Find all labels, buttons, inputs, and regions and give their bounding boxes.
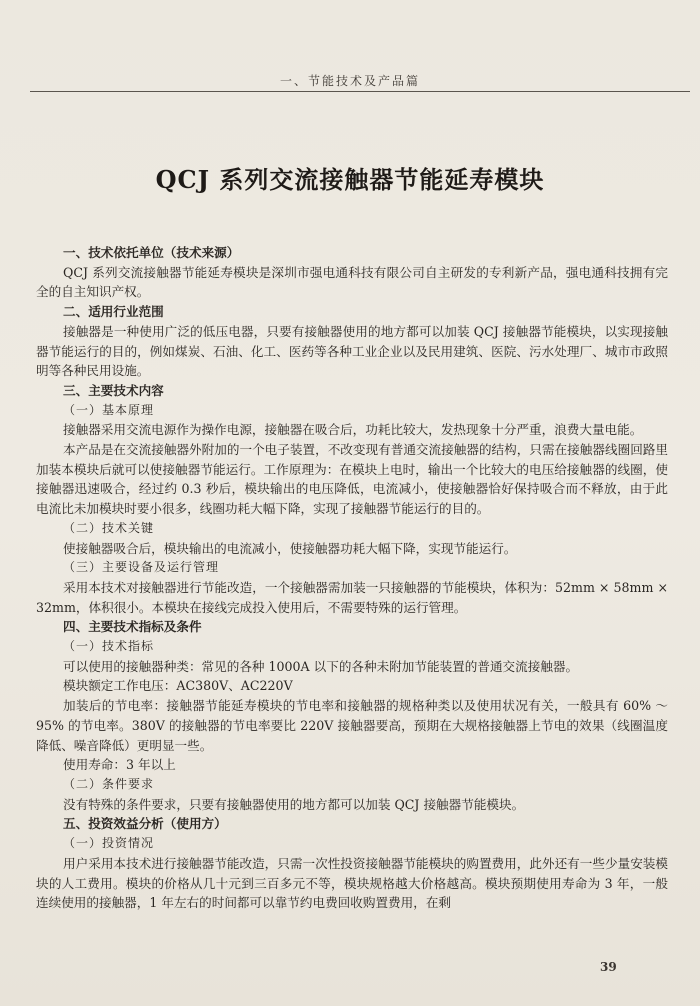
running-head: 一、节能技术及产品篇 [279, 74, 420, 88]
subsection-heading: （二）条件要求 [63, 776, 155, 791]
section-heading-2: 二、适用行业范围 [63, 304, 164, 320]
page-number: 39 [600, 960, 617, 974]
header-rule [30, 91, 690, 92]
paragraph: 模块额定工作电压：AC380V、AC220V [63, 678, 293, 694]
section-heading-3: 三、主要技术内容 [63, 382, 164, 398]
paragraph: 使接触器吸合后，模块输出的电流减小，使接触器功耗大幅下降，实现节能运行。 [63, 540, 517, 556]
paragraph: 本产品是在交流接触器外附加的一个电子装置，不改变现有普通交流接触器的结构，只需在接触器线圈回路里加装本模块后就可以使接触器节能运行。工作原理为：在模块上电时，输出一个比较大的电压给接触器的线圈，使接触器迅速吸合，经过约 0.3 秒后，模块输出的电压降低，电流减小，使接触器恰好保持吸合而不释放，由于此电流比未加模块时要小很多，线圈功耗大幅下降，实现了接触器节能运行的目的。 [36, 442, 668, 517]
subsection-heading: （三）主要设备及运行管理 [63, 560, 220, 575]
paragraph: 使用寿命：3 年以上 [63, 757, 176, 773]
paragraph: 没有特殊的条件要求，只要有接触器使用的地方都可以加装 QCJ 接触器节能模块。 [63, 796, 525, 812]
paragraph: 可以使用的接触器种类：常见的各种 1000A 以下的各种未附加节能装置的普通交流接触器。 [63, 658, 579, 674]
page-title: QCJ 系列交流接触器节能延寿模块 [155, 165, 545, 194]
subsection-heading: （二）技术关键 [63, 520, 155, 535]
section-heading-4: 四、主要技术指标及条件 [63, 619, 202, 635]
subsection-heading: （一）投资情况 [63, 836, 155, 851]
section-heading-1: 一、技术依托单位（技术来源） [63, 245, 240, 260]
subsection-heading: （一）技术指标 [63, 639, 155, 654]
paragraph: 用户采用本技术进行接触器节能改造，只需一次性投资接触器节能模块的购置费用，此外还有一些少量安装模块的人工费用。模块的价格从几十元到三百多元不等，模块规格越大价格越高。模块预期使用寿命为 3 年，一般连续使用的接触器，1 年左右的时间都可以靠节约电费回收购置费用，在剩 [36, 855, 668, 911]
subsection-heading: （一）基本原理 [63, 402, 155, 417]
paragraph: 接触器是一种使用广泛的低压电器，只要有接触器使用的地方都可以加装 QCJ 接触器节能模块，以实现接触器节能运行的目的，例如煤炭、石油、化工、医药等各种工业企业以及民用建筑、医院、污水处理厂、城市市政照明等各种民用设施。 [36, 323, 668, 379]
section-heading-5: 五、投资效益分析（使用方） [63, 816, 227, 832]
paragraph: 加装后的节电率：接触器节能延寿模块的节电率和接触器的规格种类以及使用状况有关，一般具有 60% ～95% 的节电率。380V 的接触器的节电率要比 220V 接触器要高，预期在大规格接触器上节电的效果（线圈温度降低、噪音降低）更明显一些。 [36, 698, 668, 753]
paragraph: 接触器采用交流电源作为操作电源，接触器在吸合后，功耗比较大，发热现象十分严重，浪费大量电能。 [63, 422, 643, 438]
article-body [36, 243, 668, 913]
paragraph: 采用本技术对接触器进行节能改造，一个接触器需加装一只接触器的节能模块，体积为：52mm × 58mm × 32mm，体积很小。本模块在接线完成投入使用后，不需要特殊的运行管理。 [36, 579, 668, 615]
paragraph: QCJ 系列交流接触器节能延寿模块是深圳市强电通科技有限公司自主研发的专利新产品，强电通科技拥有完全的自主知识产权。 [36, 264, 668, 300]
